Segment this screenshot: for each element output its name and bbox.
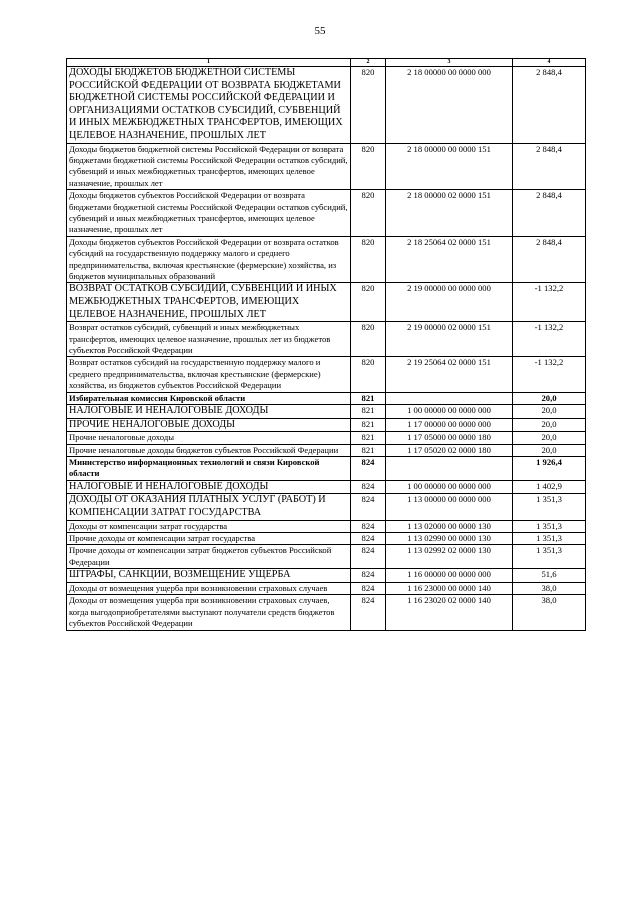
column-header-2: 2	[351, 59, 386, 67]
row-budget-code: 2 19 00000 02 0000 151	[386, 322, 513, 357]
row-admin-code: 821	[351, 405, 386, 419]
table-header-row	[67, 59, 586, 67]
row-admin-code: 824	[351, 457, 386, 481]
row-amount: 1 351,3	[513, 494, 586, 520]
row-name: ШТРАФЫ, САНКЦИИ, ВОЗМЕЩЕНИЕ УЩЕРБА	[67, 569, 351, 583]
row-name: НАЛОГОВЫЕ И НЕНАЛОГОВЫЕ ДОХОДЫ	[67, 405, 351, 419]
row-budget-code: 2 18 00000 00 0000 000	[386, 67, 513, 144]
column-header-4: 4	[513, 59, 586, 67]
table-row-administrator	[67, 457, 586, 481]
row-amount: -1 132,2	[513, 357, 586, 392]
row-admin-code: 824	[351, 520, 386, 532]
row-name: ДОХОДЫ ОТ ОКАЗАНИЯ ПЛАТНЫХ УСЛУГ (РАБОТ) И КОМПЕНСАЦИИ ЗАТРАТ ГОСУДАРСТВА	[67, 494, 351, 520]
row-admin-code: 820	[351, 322, 386, 357]
table-row	[67, 494, 586, 520]
table-row	[67, 418, 586, 432]
row-admin-code: 820	[351, 283, 386, 322]
row-budget-code: 1 13 02992 02 0000 130	[386, 545, 513, 569]
row-budget-code: 1 13 00000 00 0000 000	[386, 494, 513, 520]
page-number: 55	[314, 25, 326, 37]
row-amount: 38,0	[513, 595, 586, 630]
table-row	[67, 236, 586, 283]
column-header-1: 1	[67, 59, 351, 67]
table-row-administrator	[67, 392, 586, 404]
row-amount: 2 848,4	[513, 143, 586, 190]
row-name: Прочие неналоговые доходы бюджетов субъектов Российской Федерации	[67, 444, 351, 456]
row-admin-code: 820	[351, 236, 386, 283]
row-amount: 20,0	[513, 405, 586, 419]
row-name: ДОХОДЫ БЮДЖЕТОВ БЮДЖЕТНОЙ СИСТЕМЫ РОССИЙСКОЙ ФЕДЕРАЦИИ ОТ ВОЗВРАТА БЮДЖЕТАМИ БЮДЖЕТНОЙ СИСТЕМЫ РОССИЙСКОЙ ФЕДЕРАЦИИ И ОРГАНИЗАЦИЯМИ ОСТАТКОВ СУБСИДИЙ, СУБВЕНЦИЙ И ИНЫХ МЕЖБЮДЖЕТНЫХ ТРАНСФЕРТОВ, ИМЕЮЩИХ ЦЕЛЕВОЕ НАЗНАЧЕНИЕ, ПРОШЛЫХ ЛЕТ	[67, 67, 351, 144]
table-row	[67, 520, 586, 532]
row-admin-code: 820	[351, 67, 386, 144]
row-amount: 1 402,9	[513, 480, 586, 494]
row-budget-code: 2 19 00000 00 0000 000	[386, 283, 513, 322]
table-row	[67, 582, 586, 594]
row-budget-code: 1 16 23020 02 0000 140	[386, 595, 513, 630]
row-amount: 20,0	[513, 444, 586, 456]
row-amount: -1 132,2	[513, 283, 586, 322]
row-name: Доходы бюджетов субъектов Российской Федерации от возврата бюджетами бюджетной системы Российской Федерации остатков субсидий, субвенций и иных межбюджетных трансфертов, имеющих целевое назначение, прошлых лет	[67, 190, 351, 237]
row-budget-code: 1 16 00000 00 0000 000	[386, 569, 513, 583]
row-name: Возврат остатков субсидий, субвенций и иных межбюджетных трансфертов, имеющих целевое назначение, прошлых лет из бюджетов субъектов Российской Федерации	[67, 322, 351, 357]
row-budget-code: 1 00 00000 00 0000 000	[386, 405, 513, 419]
budget-revenue-table	[66, 58, 586, 631]
row-budget-code	[386, 392, 513, 404]
row-admin-code: 821	[351, 392, 386, 404]
row-name: Прочие доходы от компенсации затрат бюджетов субъектов Российской Федерации	[67, 545, 351, 569]
row-name: Избирательная комиссия Кировской области	[67, 392, 351, 404]
row-budget-code: 1 00 00000 00 0000 000	[386, 480, 513, 494]
row-budget-code	[386, 457, 513, 481]
row-admin-code: 824	[351, 480, 386, 494]
table-row	[67, 190, 586, 237]
row-admin-code: 820	[351, 357, 386, 392]
row-name: Доходы бюджетов бюджетной системы Российской Федерации от возврата бюджетами бюджетной системы Российской Федерации остатков субсидий, субвенций и иных межбюджетных трансфертов, имеющих целевое назначение, прошлых лет	[67, 143, 351, 190]
row-admin-code: 824	[351, 582, 386, 594]
table-row	[67, 322, 586, 357]
row-budget-code: 1 17 05020 02 0000 180	[386, 444, 513, 456]
row-amount: 1 351,3	[513, 533, 586, 545]
row-name: Возврат остатков субсидий на государственную поддержку малого и среднего предпринимательства, включая крестьянские (фермерские) хозяйства, из бюджетов субъектов Российской Федерации	[67, 357, 351, 392]
row-admin-code: 824	[351, 533, 386, 545]
row-amount: 2 848,4	[513, 190, 586, 237]
row-amount: 1 351,3	[513, 520, 586, 532]
table-row	[67, 595, 586, 630]
row-name: Прочие доходы от компенсации затрат государства	[67, 533, 351, 545]
table-row	[67, 569, 586, 583]
row-budget-code: 1 16 23000 00 0000 140	[386, 582, 513, 594]
row-amount: 20,0	[513, 432, 586, 444]
row-admin-code: 821	[351, 432, 386, 444]
row-amount: -1 132,2	[513, 322, 586, 357]
row-budget-code: 2 18 00000 00 0000 151	[386, 143, 513, 190]
table-row	[67, 545, 586, 569]
row-amount: 20,0	[513, 392, 586, 404]
column-header-3: 3	[386, 59, 513, 67]
row-name: ВОЗВРАТ ОСТАТКОВ СУБСИДИЙ, СУБВЕНЦИЙ И ИНЫХ МЕЖБЮДЖЕТНЫХ ТРАНСФЕРТОВ, ИМЕЮЩИХ ЦЕЛЕВОЕ НАЗНАЧЕНИЕ, ПРОШЛЫХ ЛЕТ	[67, 283, 351, 322]
row-amount: 1 351,3	[513, 545, 586, 569]
row-amount: 51,6	[513, 569, 586, 583]
row-name: НАЛОГОВЫЕ И НЕНАЛОГОВЫЕ ДОХОДЫ	[67, 480, 351, 494]
row-admin-code: 821	[351, 418, 386, 432]
row-amount: 38,0	[513, 582, 586, 594]
row-name: Доходы от возмещения ущерба при возникновении страховых случаев, когда выгодоприобретателями выступают получатели средств бюджетов субъектов Российской Федерации	[67, 595, 351, 630]
row-budget-code: 2 18 00000 02 0000 151	[386, 190, 513, 237]
table-row	[67, 432, 586, 444]
row-admin-code: 821	[351, 444, 386, 456]
row-name: Доходы от возмещения ущерба при возникновении страховых случаев	[67, 582, 351, 594]
row-budget-code: 1 13 02990 00 0000 130	[386, 533, 513, 545]
row-budget-code: 2 18 25064 02 0000 151	[386, 236, 513, 283]
row-admin-code: 820	[351, 190, 386, 237]
row-budget-code: 1 17 05000 00 0000 180	[386, 432, 513, 444]
row-budget-code: 1 17 00000 00 0000 000	[386, 418, 513, 432]
table-row	[67, 143, 586, 190]
table-row	[67, 67, 586, 144]
table-row	[67, 405, 586, 419]
table-row	[67, 480, 586, 494]
row-admin-code: 824	[351, 545, 386, 569]
row-amount: 1 926,4	[513, 457, 586, 481]
row-amount: 2 848,4	[513, 67, 586, 144]
row-name: Доходы от компенсации затрат государства	[67, 520, 351, 532]
row-admin-code: 824	[351, 595, 386, 630]
row-name: Министерство информационных технологий и связи Кировской области	[67, 457, 351, 481]
table-row	[67, 533, 586, 545]
row-budget-code: 2 19 25064 02 0000 151	[386, 357, 513, 392]
row-amount: 20,0	[513, 418, 586, 432]
row-name: Доходы бюджетов субъектов Российской Федерации от возврата остатков субсидий на государственную поддержку малого и среднего предпринимательства, включая крестьянские (фермерские) хозяйства, из бюджетов муниципальных образований	[67, 236, 351, 283]
row-admin-code: 824	[351, 494, 386, 520]
row-admin-code: 820	[351, 143, 386, 190]
row-name: Прочие неналоговые доходы	[67, 432, 351, 444]
table-row	[67, 444, 586, 456]
table-row	[67, 283, 586, 322]
table-row	[67, 357, 586, 392]
row-amount: 2 848,4	[513, 236, 586, 283]
row-admin-code: 824	[351, 569, 386, 583]
row-name: ПРОЧИЕ НЕНАЛОГОВЫЕ ДОХОДЫ	[67, 418, 351, 432]
row-budget-code: 1 13 02000 00 0000 130	[386, 520, 513, 532]
